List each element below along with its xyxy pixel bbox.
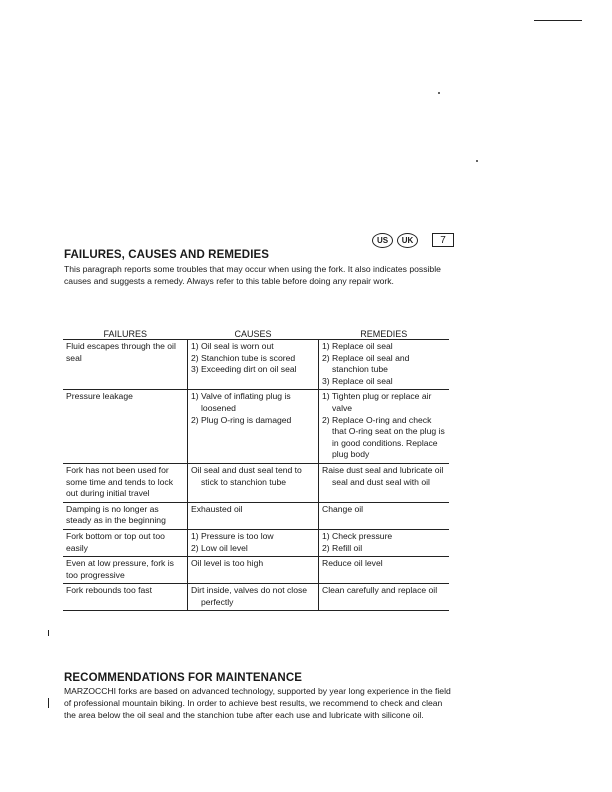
failure-cell: Even at low pressure, fork is too progressive [63, 557, 188, 584]
cause-item: Oil level is too high [191, 558, 264, 569]
causes-cell [188, 557, 319, 584]
cause-item: 2) Stanchion tube is scored [191, 352, 296, 363]
causes-cell [188, 502, 319, 529]
cause-item: 1) Valve of inflating plug is loosened [191, 391, 291, 413]
cause-item: 2) Low oil level [191, 542, 248, 553]
remedies-cell [319, 502, 450, 529]
scan-speck [476, 160, 478, 162]
causes-cell [188, 390, 319, 464]
remedies-cell [319, 529, 450, 556]
failure-cell: Fluid escapes through the oil seal [66, 341, 176, 363]
failure-cell: Pressure leakage [63, 390, 188, 464]
failure-cell: Fork bottom or top out too easily [63, 529, 188, 556]
remedy-item: Change oil [322, 503, 364, 514]
remedy-item: 2) Replace O-ring and check that O-ring seat on the plug is in good conditions. Replace plug body [322, 414, 445, 460]
page-number: 7 [432, 233, 454, 247]
failures-intro: This paragraph reports some troubles that may occur when using the fork. It also indicates possible causes and suggests a remedy. Always refer to this table before doing any repair work. [64, 264, 441, 286]
table-row [63, 340, 449, 390]
region-badge-uk: UK [397, 233, 418, 248]
cause-item: 3) Exceeding dirt on oil seal [191, 364, 297, 375]
table-row [63, 557, 449, 584]
table-header-row [63, 328, 449, 340]
column-header-failures: FAILURES [63, 328, 188, 340]
causes-cell [188, 584, 319, 611]
cause-item: Oil seal and dust seal tend to stick to stanchion tube [191, 464, 302, 487]
remedies-cell [319, 557, 450, 584]
failure-cell: Fork has not been used for some time and tends to lock out during initial travel [63, 463, 188, 502]
remedy-item: Raise dust seal and lubricate oil seal and dust seal with oil [322, 464, 444, 487]
remedy-item: 2) Refill oil [322, 542, 363, 553]
failure-cell: Damping is no longer as steady as in the beginning [63, 502, 188, 529]
cause-item: Dirt inside, valves do not close perfectly [191, 585, 308, 607]
maintenance-body: MARZOCCHI forks are based on advanced technology, supported by year long experience in the field of professional mountain biking. In order to achieve best results, we recommend to check and clean the area below the oil seal and the stanchion tube after each use and lubricate with silicone oil. [64, 686, 451, 720]
scan-speck [438, 92, 440, 94]
failure-cell: Fork rebounds too fast [63, 584, 188, 611]
remedies-cell [319, 390, 450, 464]
table-body [63, 340, 449, 611]
cause-item: 1) Pressure is too low [191, 530, 274, 541]
column-header-causes: CAUSES [188, 328, 319, 340]
margin-mark [48, 630, 49, 636]
remedy-item: 1) Check pressure [322, 530, 393, 541]
cause-item: 1) Oil seal is worn out [191, 341, 274, 351]
remedy-item: 1) Tighten plug or replace air valve [322, 391, 432, 413]
table-row [63, 584, 449, 611]
table-row [63, 529, 449, 556]
remedy-item: 2) Replace oil seal and stanchion tube [322, 352, 410, 375]
causes-cell [188, 529, 319, 556]
table-row [63, 390, 449, 464]
top-rule [534, 20, 582, 21]
causes-cell [188, 340, 319, 390]
remedy-item: 1) Replace oil seal [322, 341, 393, 351]
causes-cell [188, 463, 319, 502]
column-header-remedies: REMEDIES [319, 328, 450, 340]
cause-item: Exhausted oil [191, 503, 243, 514]
margin-mark [48, 698, 49, 708]
failures-table [63, 328, 449, 611]
region-badge-us: US [372, 233, 393, 248]
remedy-item: Clean carefully and replace oil [322, 585, 438, 596]
remedy-item: Reduce oil level [322, 558, 383, 569]
header-badges [372, 232, 454, 248]
remedy-item: 3) Replace oil seal [322, 375, 393, 386]
remedies-cell [319, 463, 450, 502]
cause-item: 2) Plug O-ring is damaged [191, 414, 292, 425]
section-title-failures: FAILURES, CAUSES AND REMEDIES [64, 249, 270, 261]
table-row [63, 502, 449, 529]
remedies-cell [319, 584, 450, 611]
table-row [63, 463, 449, 502]
section-title-maintenance: RECOMMENDATIONS FOR MAINTENANCE [64, 672, 302, 684]
remedies-cell [319, 340, 450, 390]
